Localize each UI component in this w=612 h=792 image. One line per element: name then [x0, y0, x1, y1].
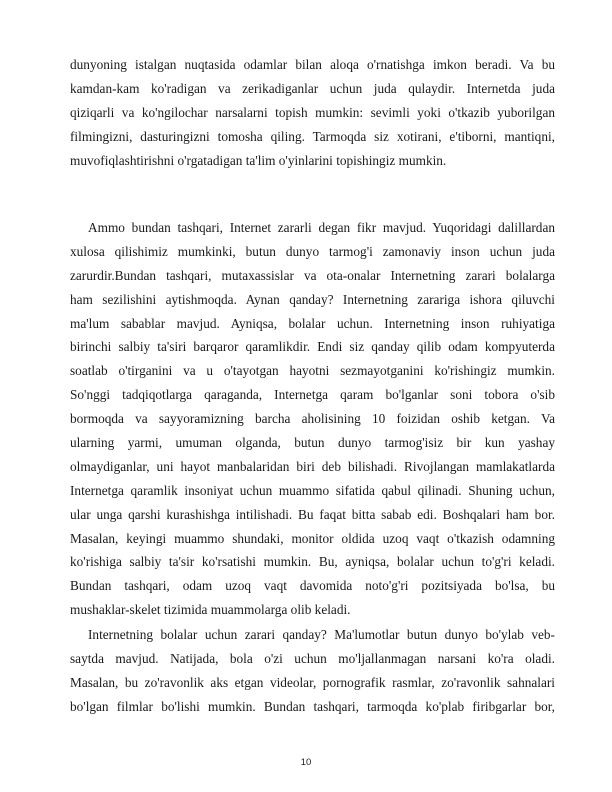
paragraph-2: [70, 216, 555, 622]
text-line: ularning yarmi, umuman olganda, butun dunyo tarmog'isiz bir kun yashay: [70, 435, 555, 451]
paragraph-3: [70, 623, 555, 719]
text-line: ma'lum sabablar mavjud. Ayniqsa, bolalar uchun. Internetning inson ruhiyatiga: [70, 315, 555, 331]
text-line: ham sezilishini aytishmoqda. Aynan qanday? Internetning zarariga ishora qiluvchi: [70, 291, 555, 307]
text-line: saytda mavjud. Natijada, bola o'zi uchun mo'ljallanmagan narsani ko'ra oladi.: [70, 650, 555, 666]
text-line: muvofiqlashtirishni o'rgatadigan ta'lim o'yinlarini topishingiz mumkin.: [70, 152, 447, 168]
text-line: filmingizni, dasturingizni tomosha qiling. Tarmoqda siz xotirani, e'tiborni, mantiqni,: [70, 128, 555, 144]
paragraph-1: [70, 53, 555, 172]
text-line: zarurdir.Bundan tashqari, mutaxassislar va ota-onalar Internetning zarari bolalarga: [70, 267, 555, 283]
page-number: 10: [300, 757, 312, 768]
text-line: qiziqarli va ko'ngilochar narsalarni topish mumkin: sevimli yoki o'tkazib yuborilgan: [70, 104, 555, 120]
text-line: Internetning bolalar uchun zarari qanday? Ma'lumotlar butun dunyo bo'ylab veb-: [88, 627, 555, 642]
text-line: So'nggi tadqiqotlarga qaraganda, Internetga qaram bo'lganlar soni tobora o'sib: [70, 387, 555, 403]
text-line: Masalan, keyingi muammo shundaki, monitor oldida uzoq vaqt o'tkazish odamning: [70, 530, 555, 546]
text-line: ular unga qarshi kurashishga intilishadi. Bu faqat bitta sabab edi. Boshqalari ham bor.: [70, 506, 555, 522]
text-line: bo'lgan filmlar bo'lishi mumkin. Bundan tashqari, tarmoqda ko'plab firibgarlar bor,: [70, 698, 555, 714]
text-line: kamdan-kam ko'radigan va zerikadiganlar uchun juda qulaydir. Internetda juda: [70, 80, 555, 96]
text-line: mushaklar-skelet tizimida muammolarga olib keladi.: [70, 602, 351, 618]
text-line: dunyoning istalgan nuqtasida odamlar bilan aloqa o'rnatishga imkon beradi. Va bu: [70, 57, 555, 72]
text-line: Ammo bundan tashqari, Internet zararli degan fikr mavjud. Yuqoridagi dalillardan: [88, 220, 555, 235]
text-line: soatlab o'tirganini va u o'tayotgan hayotni sezmayotganini ko'rishingiz mumkin.: [70, 363, 555, 379]
text-line: bormoqda va sayyoramizning barcha aholisining 10 foizidan oshib ketgan. Va: [70, 411, 555, 427]
text-line: olmaydiganlar, uni hayot manbalaridan biri deb bilishadi. Rivojlangan mamlakatlarda: [70, 458, 555, 474]
text-line: Internetga qaramlik insoniyat uchun muammo sifatida qabul qilinadi. Shuning uchun,: [70, 482, 555, 498]
text-line: Bundan tashqari, odam uzoq vaqt davomida noto'g'ri pozitsiyada bo'lsa, bu: [70, 578, 555, 594]
text-line: ko'rishiga salbiy ta'sir ko'rsatishi mumkin. Bu, ayniqsa, bolalar uchun to'g'ri keladi.: [70, 554, 555, 570]
text-line: birinchi salbiy ta'siri barqaror qaramlikdir. Endi siz qanday qilib odam kompyuterda: [70, 339, 555, 355]
text-line: xulosa qilishimiz mumkinki, butun dunyo tarmog'i zamonaviy inson uchun juda: [70, 243, 555, 259]
text-line: Masalan, bu zo'ravonlik aks etgan videolar, pornografik rasmlar, zo'ravonlik sahnalari: [70, 674, 555, 690]
